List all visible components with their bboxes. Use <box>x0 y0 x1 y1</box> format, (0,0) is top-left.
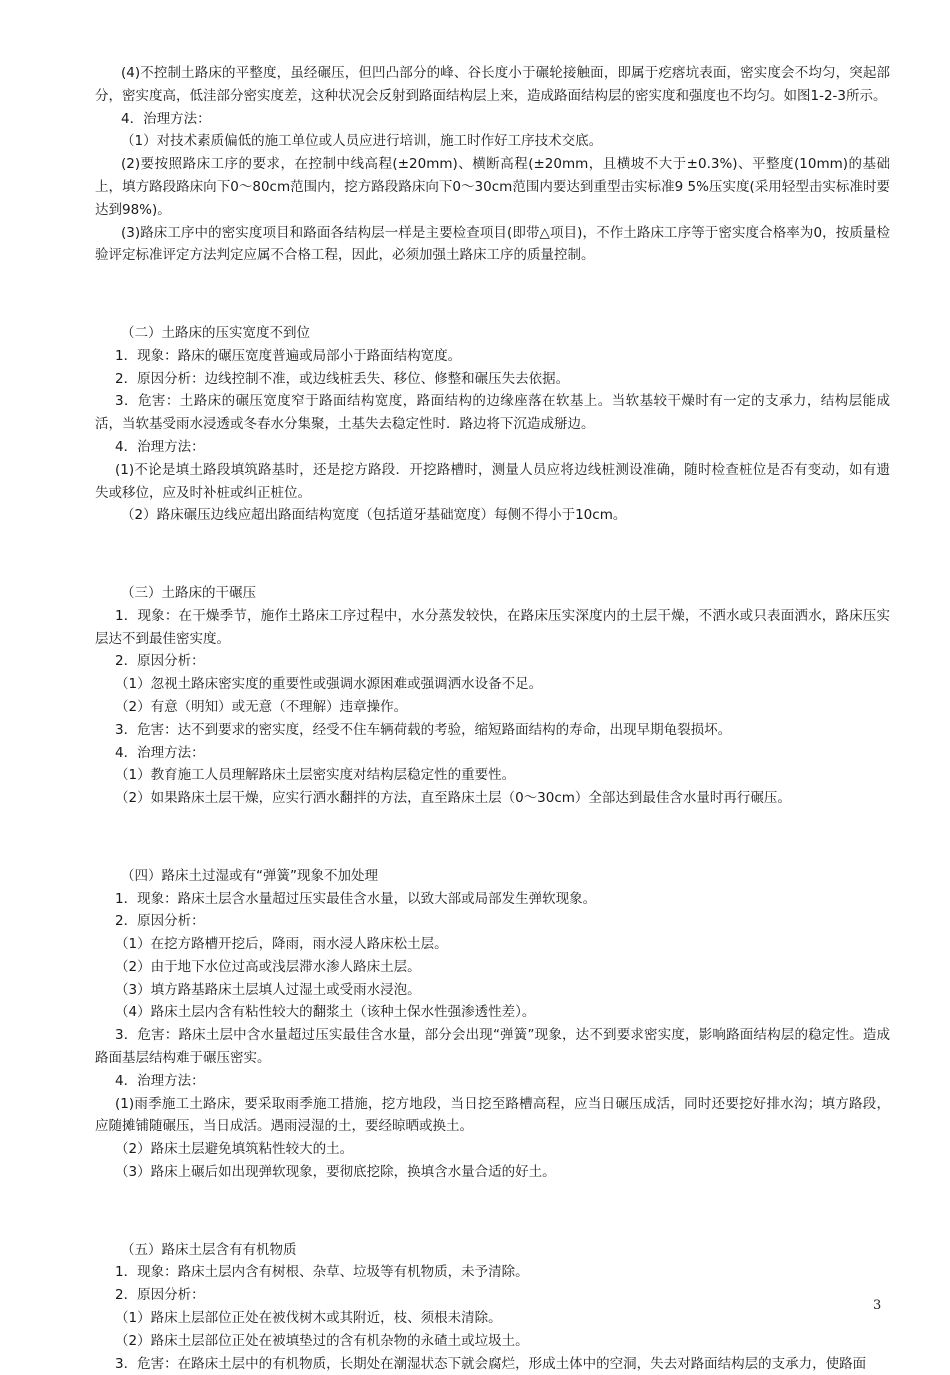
paragraph: （2）如果路床土层干燥，应实行洒水翻拌的方法，直至路床土层（0～30cm）全部达到最佳含水量时再行碾压。 <box>115 790 791 807</box>
paragraph: （3）填方路基路床土层填人过湿土或受雨水浸泡。 <box>115 981 421 998</box>
paragraph: （四）路床土过湿或有“弹簧”现象不加处理 <box>121 867 378 884</box>
paragraph: 2．原因分析： <box>115 653 205 670</box>
paragraph: (1)雨季施工土路床，要采取雨季施工措施，挖方地段，当日挖至路槽高程，应当日碾压成活，同时还要挖好排水沟；填方路段，应随摊铺随碾压，当日成活。遇雨浸湿的土，要经晾晒或换土。 <box>95 1095 890 1135</box>
paragraph: （三）土路床的干碾压 <box>121 584 256 601</box>
paragraph: 4．治理方法： <box>115 1072 205 1089</box>
paragraph: （4）路床土层内含有粘性较大的翻浆土（该种土保水性强渗透性差）。 <box>115 1004 536 1021</box>
paragraph: （1）路床上层部位正处在被伐树木或其附近，枝、须根未清除。 <box>115 1310 502 1327</box>
paragraph: 4．治理方法： <box>115 744 205 761</box>
paragraph: （2）路床土层避免填筑粘性较大的土。 <box>115 1141 354 1158</box>
paragraph: （2）由于地下水位过高或浅层滞水渗人路床土层。 <box>115 958 421 975</box>
paragraph: 1．现象：路床土层内含有树根、杂草、垃圾等有机物质，未予清除。 <box>115 1264 529 1281</box>
paragraph: 2．原因分析：边线控制不准，或边线桩丢失、移位、修整和碾压失去依据。 <box>115 370 570 387</box>
paragraph: 2．原因分析： <box>115 913 205 930</box>
paragraph-spacer <box>95 826 890 849</box>
paragraph: （1）在挖方路槽开挖后，降雨，雨水浸人路床松土层。 <box>115 936 448 953</box>
paragraph: 3．危害：路床土层中含水量超过压实最佳含水量，部分会出现“弹簧”现象，达不到要求密实度，影响路面结构层的稳定性。造成路面基层结构难于碾压密实。 <box>95 1027 890 1067</box>
paragraph-spacer <box>95 543 890 566</box>
paragraph: 1．现象：在干燥季节，施作土路床工序过程中，水分蒸发较快，在路床压实深度内的土层干燥，不洒水或只表面洒水，路床压实层达不到最佳密实度。 <box>95 607 890 647</box>
paragraph: 1．现象：路床土层含水量超过压实最佳含水量，以致大部或局部发生弹软现象。 <box>115 890 597 907</box>
paragraph-spacer <box>95 283 890 306</box>
paragraph: 3．危害：在路床土层中的有机物质，长期处在潮湿状态下就会腐烂，形成土体中的空洞，失去对路面结构层的支承力，使路面 <box>115 1355 867 1372</box>
paragraph: （2）路床碾压边线应超出路面结构宽度（包括道牙基础宽度）每侧不得小于10cm。 <box>121 507 627 524</box>
page-number: 3 <box>873 1298 882 1313</box>
paragraph: （1）忽视土路床密实度的重要性或强调水源困难或强调洒水设备不足。 <box>115 676 543 693</box>
paragraph: （1）对技术素质偏低的施工单位或人员应进行培训，施工时作好工序技术交底。 <box>121 133 603 150</box>
paragraph: （二）土路床的压实宽度不到位 <box>121 324 310 341</box>
paragraph: （3）路床上碾后如出现弹软现象，要彻底挖除，换填含水量合适的好土。 <box>115 1164 556 1181</box>
paragraph: （2）有意（明知）或无意（不理解）违章操作。 <box>115 698 408 715</box>
paragraph: （1）教育施工人员理解路床土层密实度对结构层稳定性的重要性。 <box>115 767 516 784</box>
paragraph: 3．危害：达不到要求的密实度，经受不住车辆荷载的考验，缩短路面结构的寿命，出现早期龟裂损坏。 <box>115 721 732 738</box>
paragraph: 2．原因分析： <box>115 1287 205 1304</box>
paragraph: 4．治理方法： <box>115 438 205 455</box>
paragraph: (4)不控制土路床的平整度，虽经碾压，但凹凸部分的峰、谷长度小于碾轮接触面，即属于疙瘩坑表面，密实度会不均匀，突起部分，密实度高，低洼部分密实度差，这种状况会反射到路面结构层上来，造成路面结构层的密实度和强度也不均匀。如图1-2-3所示。 <box>95 65 890 104</box>
paragraph: 1．现象：路床的碾压宽度普遍或局部小于路面结构宽度。 <box>115 347 462 364</box>
paragraph: （五）路床土层含有有机物质 <box>121 1241 297 1258</box>
paragraph: 3．危害：土路床的碾压宽度窄于路面结构宽度，路面结构的边缘座落在软基上。当软基较干燥时有一定的支承力，结构层能成活，当软基受雨水浸透或冬春水分集聚，土基失去稳定性时．路边将下沉造成掰边。 <box>95 393 890 433</box>
paragraph: 4．治理方法： <box>121 110 211 127</box>
paragraph: （2）路床土层部位正处在被填垫过的含有机杂物的永碴土或垃圾土。 <box>115 1332 529 1349</box>
document-body <box>95 62 890 1375</box>
paragraph: (2)要按照路床工序的要求，在控制中线高程(±20mm)、横断高程(±20mm，且横坡不大于±0.3%)、平整度(10mm)的基础上，填方路段路床向下0～80cm范围内，挖方路段路床向下0～30cm范围内要达到重型击实标准9 5%压实度(采用轻型击实标准时要达到98%)。 <box>95 156 890 218</box>
paragraph-spacer <box>95 1200 890 1223</box>
paragraph: (1)不论是填土路段填筑路基时，还是挖方路段．开挖路槽时，测量人员应将边线桩测设准确，随时检查桩位是否有变动，如有遗失或移位，应及时补桩或纠正桩位。 <box>95 461 890 501</box>
paragraph: (3)路床工序中的密实度项目和路面各结构层一样是主要检查项目(即带△项目)，不作土路床工序等于密实度合格率为0，按质量检验评定标准评定方法判定应属不合格工程，因此，必须加强土路床工序的质量控制。 <box>95 224 890 264</box>
